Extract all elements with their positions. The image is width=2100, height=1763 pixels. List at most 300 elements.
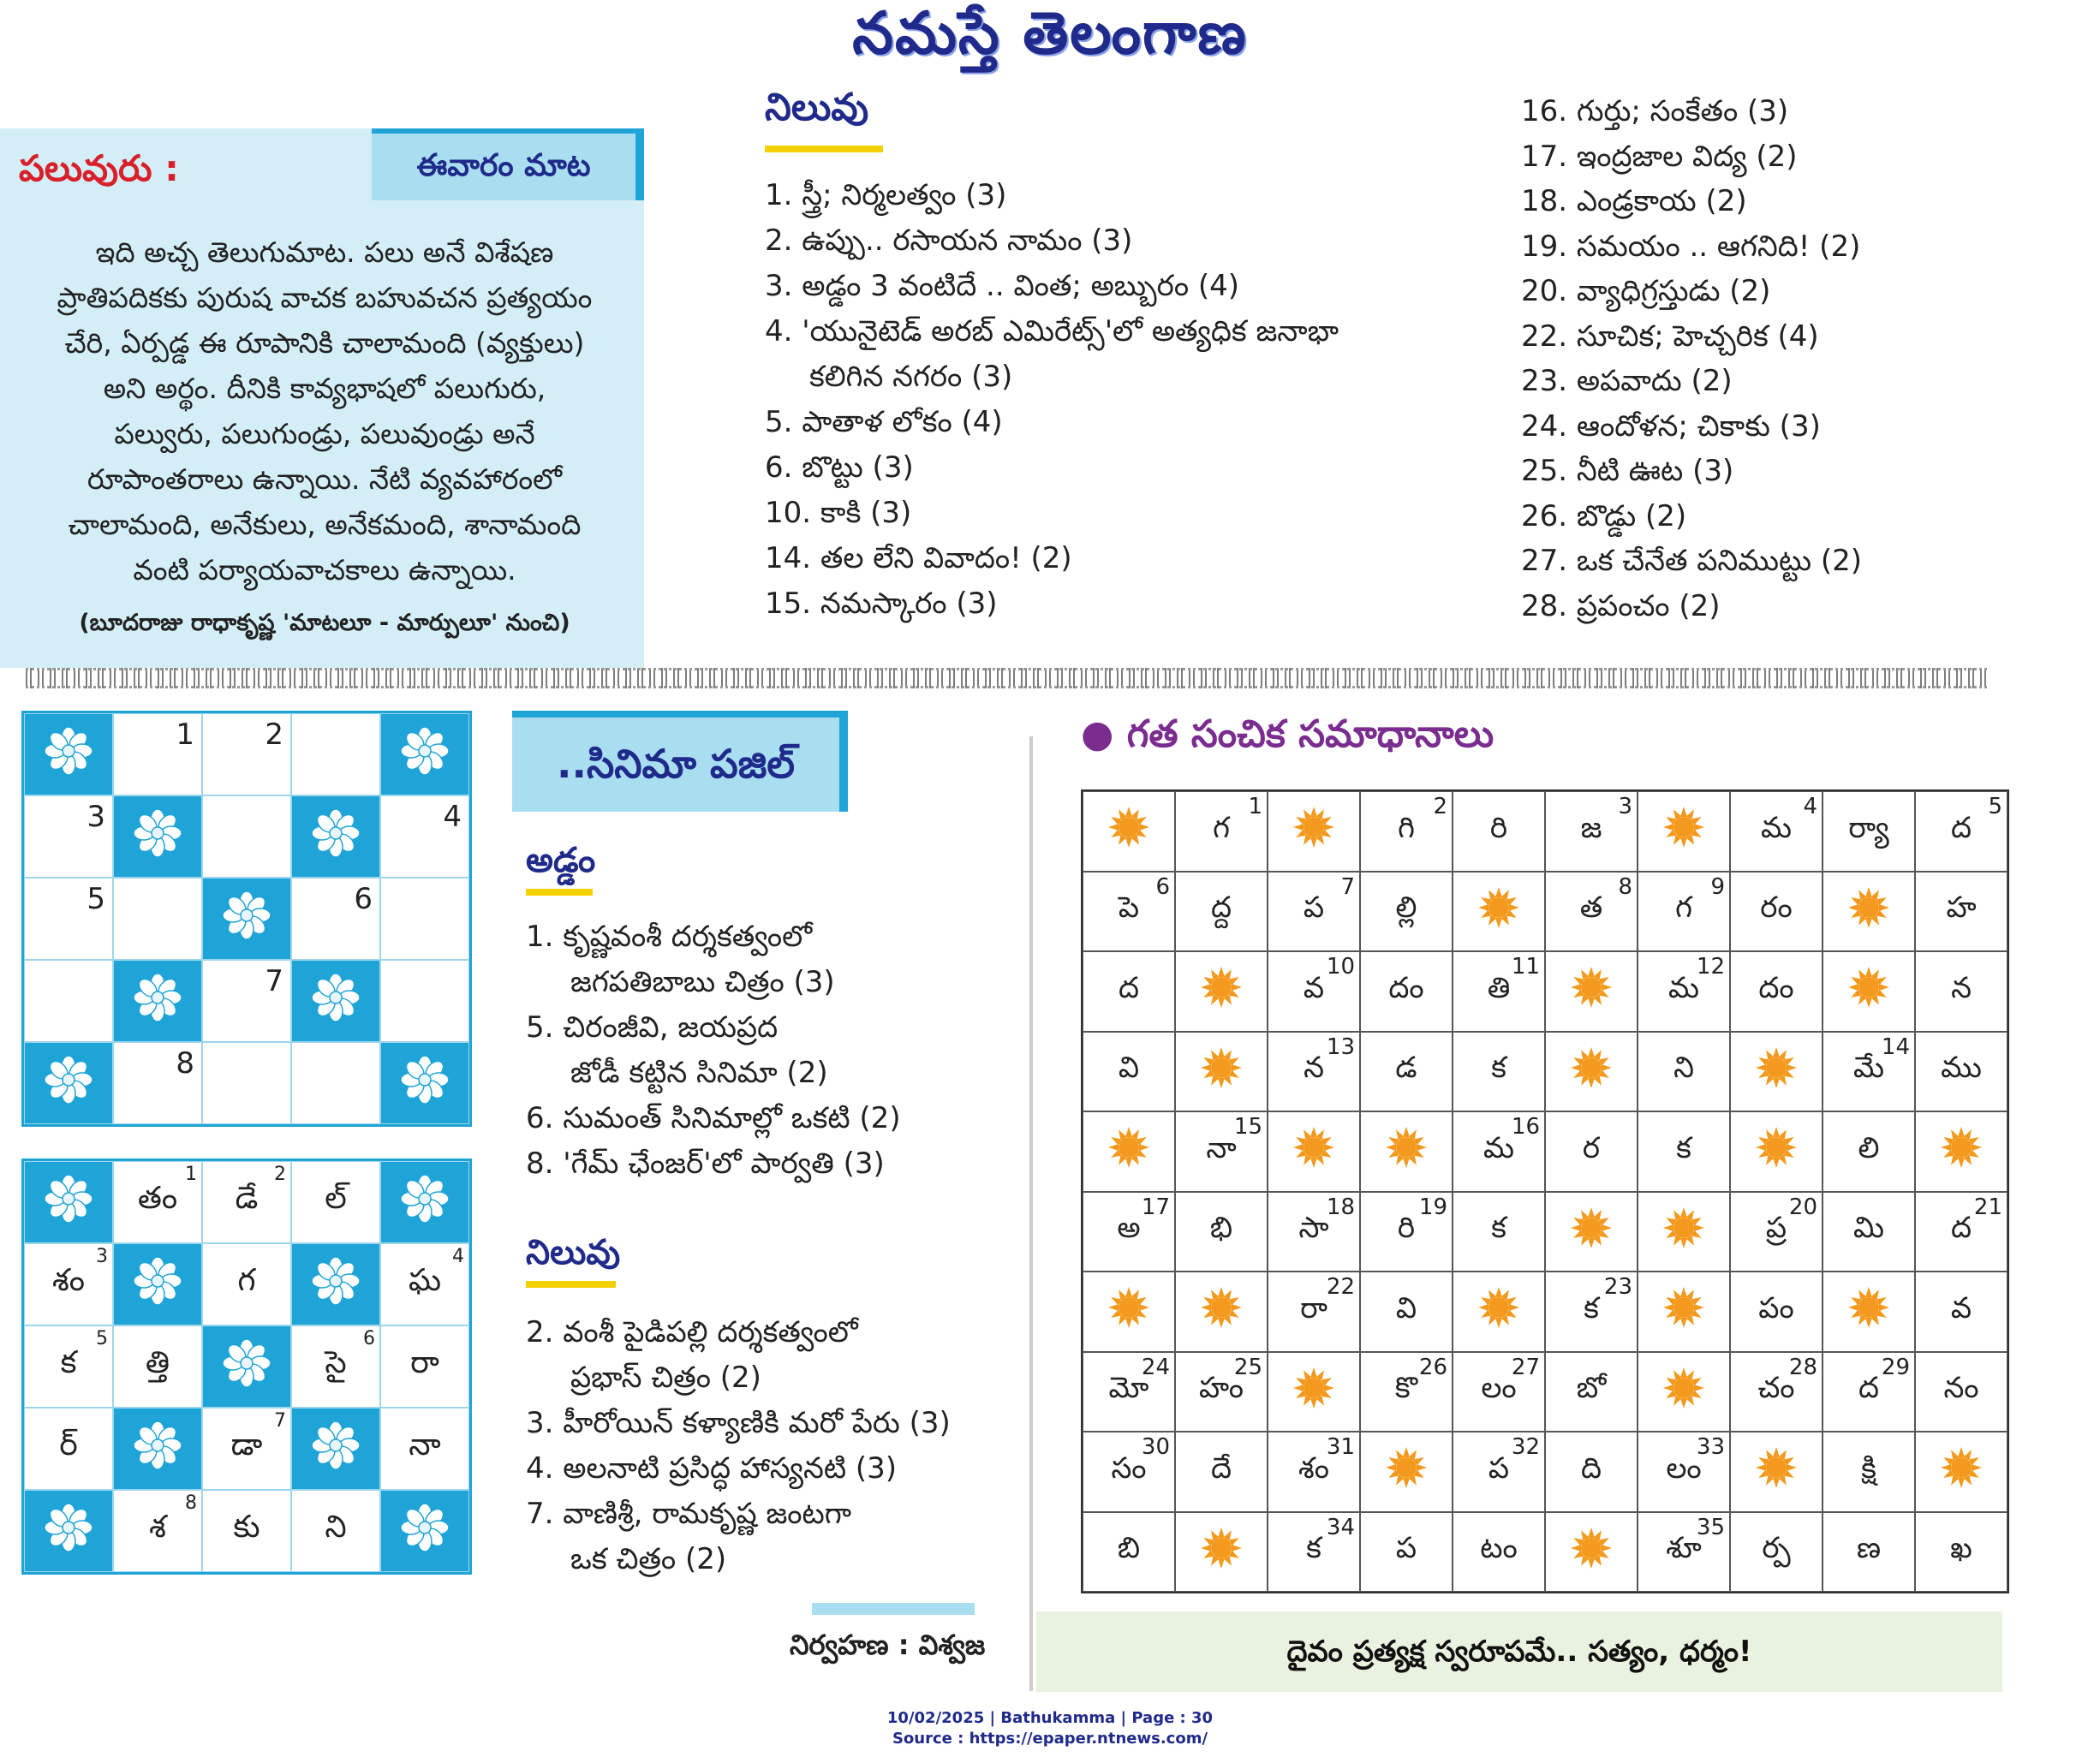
solution-cell (1083, 1032, 1175, 1112)
solution-letter: సం (1111, 1450, 1147, 1486)
answer-letter: ని (325, 1510, 347, 1545)
clue-line: 2. ఉప్పు.. రసాయన నామం (3) (765, 223, 1133, 258)
solution-cell (1915, 1032, 2008, 1112)
solution-cell (1823, 1192, 1915, 1272)
solution-letter: భి (1209, 1211, 1233, 1246)
solution-cell (1915, 1272, 2008, 1352)
solution-cell (1823, 1512, 1915, 1593)
solution-letter: గ (1213, 810, 1230, 845)
answer-cell (202, 1243, 291, 1325)
solution-cell (1268, 872, 1360, 952)
cell-number: 1 (185, 1164, 197, 1185)
solution-letter: ప్ర (1765, 1211, 1787, 1246)
solution-letter: మే (1853, 1051, 1884, 1086)
solution-cell (1083, 1432, 1175, 1512)
sun-icon (1199, 1526, 1244, 1578)
blocked-cell (291, 1243, 380, 1325)
solution-cell (1175, 1192, 1268, 1272)
cell-number: 7 (265, 964, 283, 998)
cell-number: 4 (1803, 794, 1817, 819)
cell-number: 6 (363, 1328, 375, 1349)
puzzle-cell (202, 960, 291, 1042)
section-divider (26, 668, 1987, 688)
solution-blocked-cell (1268, 791, 1360, 872)
clue-line: 3. అడ్డం 3 వంటిదే .. వింత; అబ్బురం (4) (765, 269, 1240, 303)
puzzle-cell (380, 878, 469, 960)
clue-line: 24. ఆందోళన; చికాకు (3) (1521, 408, 1821, 444)
flower-icon (132, 1255, 183, 1314)
solution-cell (1360, 872, 1453, 952)
cell-number: 32 (1511, 1434, 1540, 1460)
sun-icon (1199, 1045, 1244, 1098)
solution-blocked-cell (1823, 1272, 1915, 1352)
clue-line: 7. వాణిశ్రీ, రామకృష్ణ జంటగా (526, 1497, 852, 1531)
cell-number: 28 (1788, 1354, 1817, 1380)
solution-letter: మి (1853, 1211, 1884, 1246)
answer-letter: సై (325, 1345, 347, 1380)
solution-letter: ణ (1856, 1531, 1882, 1566)
flower-icon (43, 1173, 94, 1232)
solution-cell (1360, 1192, 1453, 1272)
solution-cell (1638, 1032, 1730, 1112)
word-box-line: ఇది అచ్చ తెలుగుమాట. పలు అనే విశేషణ (95, 235, 554, 269)
clue-line: 4. అలనాటి ప్రసిద్ధ హాస్యనటి (3) (526, 1451, 898, 1486)
solution-cell (1638, 951, 1730, 1032)
solution-blocked-cell (1083, 1272, 1175, 1352)
solution-blocked-cell (1545, 1512, 1638, 1593)
solution-letter: వ (1303, 970, 1325, 1005)
cell-number: 7 (274, 1410, 286, 1432)
puzzle-cell (380, 795, 469, 878)
clue-line: జగపతిబాబు చిత్రం (3) (570, 965, 835, 999)
word-box-line: ప్రాతిపదికకు పురుష వాచక బహువచన ప్రత్యయం (57, 281, 593, 314)
solution-letter: దం (1758, 970, 1794, 1005)
blocked-cell (202, 878, 291, 960)
solution-letter: వ (1950, 1290, 1972, 1325)
solution-letter: ద (1950, 810, 1972, 845)
cell-number: 35 (1696, 1514, 1725, 1540)
solution-letter: క్షి (1861, 1450, 1876, 1486)
solution-letter: రా (1300, 1290, 1327, 1325)
puzzle-cell (202, 795, 291, 878)
solution-blocked-cell (1915, 1432, 2008, 1512)
flower-icon (221, 1337, 272, 1397)
solution-letter: టం (1480, 1531, 1518, 1566)
clue-line: 10. కాకి (3) (765, 496, 912, 530)
flower-icon (310, 807, 361, 867)
cinema-answer-grid (21, 1158, 472, 1575)
puzzle-cell (202, 1042, 291, 1124)
solution-cell (1268, 1032, 1360, 1112)
cinema-puzzle-grid (21, 711, 472, 1127)
cell-number: 17 (1141, 1194, 1170, 1220)
word-box-line: వంటి పర్యాయవాచకాలు ఉన్నాయి. (133, 553, 516, 587)
solution-letter: పె (1118, 890, 1140, 926)
blocked-cell (113, 795, 202, 878)
puzzle-cell (24, 960, 113, 1042)
sun-icon (1846, 965, 1891, 1017)
sun-icon (1754, 1045, 1799, 1098)
flower-icon (399, 725, 450, 784)
solution-cell (1915, 1352, 2008, 1432)
clue-line: 2. వంశీ పైడిపల్లి దర్శకత్వంలో (526, 1315, 858, 1349)
word-box-tag: ఈవారం మాట (372, 128, 644, 200)
solution-letter: హ (1946, 890, 1977, 926)
solution-letter: మ (1483, 1130, 1514, 1165)
solution-blocked-cell (1638, 1192, 1730, 1272)
answer-cell (380, 1325, 469, 1408)
sun-icon (1939, 1125, 1984, 1177)
solution-cell (1545, 791, 1638, 872)
solution-cell (1915, 872, 2008, 952)
sun-icon (1846, 1285, 1891, 1337)
cell-number: 19 (1418, 1194, 1447, 1220)
blocked-cell (291, 795, 380, 878)
sun-icon (1569, 1206, 1614, 1258)
solution-letter: హం (1199, 1371, 1244, 1406)
solution-letter: వి (1395, 1290, 1417, 1325)
solution-blocked-cell (1175, 1512, 1268, 1593)
flower-icon (221, 890, 272, 949)
cell-number: 3 (87, 800, 105, 834)
main-down-col2 (1521, 89, 1862, 628)
flower-icon (132, 807, 183, 867)
solution-cell (1453, 1192, 1545, 1272)
answer-cell (24, 1325, 113, 1408)
clue-line: 8. 'గేమ్ ఛేంజర్'లో పార్వతి (3) (526, 1147, 885, 1181)
solution-cell (1268, 1432, 1360, 1512)
solution-cell (1175, 791, 1268, 872)
solution-cell (1915, 1192, 2008, 1272)
sun-icon (1754, 1445, 1799, 1498)
cell-number: 9 (1710, 873, 1725, 900)
word-box-title: పలువురు : (19, 147, 179, 189)
solution-cell (1545, 1432, 1638, 1512)
solution-letter: జ (1580, 810, 1602, 845)
flower-icon (43, 1054, 94, 1113)
solution-cell (1545, 872, 1638, 952)
clue-line: 6. బొట్టు (3) (765, 450, 914, 485)
solution-letter: క (1306, 1531, 1321, 1566)
puzzle-cell (113, 713, 202, 795)
solution-cell (1268, 1512, 1360, 1593)
solution-cell (1823, 1032, 1915, 1112)
solution-cell (1638, 1432, 1730, 1512)
answer-cell (24, 1243, 113, 1325)
solution-letter: అ (1117, 1211, 1141, 1246)
cell-number: 26 (1418, 1354, 1447, 1380)
solution-cell (1360, 1272, 1453, 1352)
blocked-cell (113, 960, 202, 1042)
sun-icon (1292, 1125, 1336, 1177)
clue-line: 19. సమయం .. ఆగనిది! (2) (1521, 229, 1861, 264)
solution-blocked-cell (1268, 1111, 1360, 1192)
cinema-down-clues (526, 1310, 951, 1582)
solution-cell (1453, 951, 1545, 1032)
organizer-bar (812, 1603, 975, 1615)
cell-number: 8 (1618, 873, 1632, 900)
cell-number: 34 (1326, 1514, 1355, 1540)
solution-blocked-cell (1638, 791, 1730, 872)
answer-letter: నా (409, 1427, 441, 1462)
clue-line: 6. సుమంత్ సినిమాల్లో ఒకటి (2) (526, 1101, 901, 1135)
solution-letter: ప (1488, 1450, 1510, 1486)
solution-letter: గి (1398, 810, 1415, 845)
word-box-line: అని అర్థం. దీనికి కావ్యభాషలో పలుగురు, (103, 372, 546, 405)
answer-letter: తం (137, 1181, 178, 1216)
solution-cell (1730, 951, 1823, 1032)
answer-cell (202, 1490, 291, 1572)
solution-letter: సా (1298, 1211, 1329, 1246)
word-box-body (21, 229, 629, 593)
solution-blocked-cell (1360, 1111, 1453, 1192)
solution-letter: ప (1303, 890, 1325, 926)
clue-line: 20. వ్యాధిగ్రస్తుడు (2) (1521, 274, 1771, 308)
answer-cell (113, 1161, 202, 1243)
solution-blocked-cell (1730, 1432, 1823, 1512)
blocked-cell (24, 1042, 113, 1124)
blocked-cell (113, 1408, 202, 1490)
cell-number: 8 (185, 1492, 197, 1514)
solution-letter: ద్ద (1210, 890, 1232, 926)
puzzle-cell (113, 878, 202, 960)
sun-icon (1662, 1366, 1706, 1418)
cell-number: 2 (1433, 794, 1447, 819)
solution-cell (1730, 1192, 1823, 1272)
cell-number: 2 (265, 718, 283, 752)
clue-line: ప్రభాస్ చిత్రం (2) (570, 1361, 761, 1395)
solution-blocked-cell (1175, 1272, 1268, 1352)
cinema-down-heading: నిలువు (526, 1233, 621, 1272)
blocked-cell (291, 1408, 380, 1490)
solution-cell (1453, 1352, 1545, 1432)
solutions-title: ● గత సంచిక సమాధానాలు (1081, 712, 1494, 756)
clue-line: 25. నీటి ఊట (3) (1521, 454, 1734, 488)
cell-number: 11 (1511, 954, 1540, 980)
solution-blocked-cell (1545, 1192, 1638, 1272)
solution-cell (1268, 951, 1360, 1032)
footer-date-line: 10/02/2025 | Bathukamma | Page : 30 (886, 1709, 1214, 1727)
word-box-line: రూపాంతరాలు ఉన్నాయి. నేటి వ్యవహారంలో (87, 462, 563, 496)
solution-cell (1268, 1272, 1360, 1352)
sun-icon (1846, 885, 1891, 938)
word-box-credit: (బూదరాజు రాధాకృష్ణ 'మాటలూ - మార్పులూ' నుంచి) (79, 610, 570, 636)
solution-cell (1545, 1111, 1638, 1192)
solution-letter: ది (1580, 1450, 1602, 1486)
solution-letter: కొ (1394, 1371, 1418, 1406)
solution-letter: ర్యా (1848, 810, 1889, 845)
flower-icon (399, 1173, 450, 1232)
solution-letter: చం (1757, 1371, 1795, 1406)
cinema-puzzle-tag: ..సినిమా పజిల్ (512, 711, 848, 812)
flower-icon (310, 972, 361, 1031)
solution-letter: ఖ (1950, 1531, 1972, 1566)
blocked-cell (24, 713, 113, 795)
solution-cell (1453, 1032, 1545, 1112)
solution-letter: బో (1576, 1371, 1607, 1406)
puzzle-cell (291, 1042, 380, 1124)
cell-number: 2 (274, 1164, 286, 1185)
sun-icon (1569, 965, 1614, 1017)
cell-number: 20 (1788, 1194, 1817, 1220)
blocked-cell (113, 1243, 202, 1325)
solution-cell (1915, 1512, 2008, 1593)
sun-icon (1662, 1285, 1706, 1337)
solution-cell (1730, 872, 1823, 952)
clue-line: కలిగిన నగరం (3) (809, 360, 1013, 394)
solution-cell (1915, 951, 2008, 1032)
clue-line: 5. పాతాళ లోకం (4) (765, 405, 1003, 439)
flower-icon (399, 1054, 450, 1113)
puzzle-cell (291, 878, 380, 960)
blocked-cell (202, 1325, 291, 1408)
solution-blocked-cell (1730, 1032, 1823, 1112)
solution-letter: క (1491, 1051, 1506, 1086)
main-down-heading: నిలువు (765, 86, 869, 129)
cell-number: 22 (1326, 1274, 1355, 1300)
cell-number: 4 (443, 800, 462, 834)
solution-cell (1453, 1512, 1545, 1593)
cell-number: 1 (176, 718, 194, 752)
word-box-line: చేరి, ఏర్పడ్డ ఈ రూపానికి చాలామంది (వ్యక్తులు) (64, 326, 585, 360)
main-down-col1 (765, 173, 1339, 627)
solution-cell (1638, 872, 1730, 952)
solution-blocked-cell (1453, 1272, 1545, 1352)
solution-blocked-cell (1823, 951, 1915, 1032)
solution-cell (1360, 1352, 1453, 1432)
sun-icon (1107, 1285, 1151, 1337)
flower-icon (310, 1420, 361, 1479)
solution-cell (1823, 791, 1915, 872)
cell-number: 24 (1141, 1354, 1170, 1380)
solution-cell (1453, 1111, 1545, 1192)
solution-cell (1360, 1512, 1453, 1593)
clue-line: 23. అపవాదు (2) (1521, 364, 1733, 398)
cell-number: 30 (1141, 1434, 1170, 1460)
across-underline (526, 889, 593, 896)
clue-line: 3. హీరోయిన్ కళ్యాణికి మరో పేరు (3) (526, 1406, 951, 1440)
cell-number: 14 (1881, 1033, 1910, 1060)
cell-number: 3 (1618, 794, 1632, 819)
clue-line: 15. నమస్కారం (3) (765, 587, 998, 621)
solution-letter: డ (1395, 1051, 1417, 1086)
solution-letter: నం (1943, 1371, 1979, 1406)
solution-cell (1730, 1272, 1823, 1352)
answer-letter: క (60, 1345, 77, 1380)
solution-letter: న (1951, 970, 1972, 1005)
solution-letter: లి (1858, 1130, 1880, 1165)
clue-line: 18. ఎండ్రకాయ (2) (1521, 184, 1747, 218)
clue-line: 22. సూచిక; హెచ్చరిక (4) (1521, 319, 1819, 354)
solution-letter: క (1491, 1211, 1506, 1246)
answer-letter: డా (230, 1427, 263, 1462)
solution-blocked-cell (1545, 1032, 1638, 1112)
solution-cell (1638, 1512, 1730, 1593)
cell-number: 29 (1881, 1354, 1910, 1380)
cell-number: 15 (1233, 1114, 1262, 1140)
solution-letter: మ (1668, 970, 1699, 1005)
solution-letter: తి (1487, 970, 1511, 1005)
sun-icon (1662, 1206, 1706, 1258)
cell-number: 33 (1696, 1434, 1725, 1460)
solution-letter: ద (1858, 1371, 1879, 1406)
cell-number: 10 (1326, 954, 1355, 980)
puzzle-cell (291, 713, 380, 795)
solution-cell (1360, 791, 1453, 872)
puzzle-cell (380, 960, 469, 1042)
flower-icon (399, 1502, 450, 1561)
solution-cell (1175, 872, 1268, 952)
sun-icon (1754, 1125, 1799, 1177)
answer-letter: ఘ (408, 1263, 442, 1298)
solution-letter: ని (1673, 1051, 1694, 1086)
puzzle-cell (202, 713, 291, 795)
puzzle-cell (24, 795, 113, 878)
solution-blocked-cell (1083, 1111, 1175, 1192)
cell-number: 5 (96, 1328, 108, 1349)
puzzle-cell (113, 1042, 202, 1124)
answer-cell (24, 1408, 113, 1490)
clue-line: 27. ఒక చేనేత పనిముట్టు (2) (1521, 544, 1863, 578)
blocked-cell (380, 1490, 469, 1572)
solution-letter: రి (1489, 810, 1508, 845)
sun-icon (1939, 1445, 1984, 1498)
sun-icon (1292, 805, 1336, 857)
word-box-line: చాలామంది, అనేకులు, అనేకమంది, శానామంది (68, 508, 582, 541)
solution-letter: పం (1758, 1290, 1794, 1325)
clue-line: 1. స్త్రీ; నిర్మలత్వం (3) (765, 178, 1007, 212)
solution-cell (1083, 951, 1175, 1032)
solution-letter: శం (1298, 1450, 1329, 1486)
cell-number: 25 (1233, 1354, 1262, 1380)
word-box-line: పల్వురు, పలుగుండ్రు, పలువుండ్రు అనే (114, 417, 535, 450)
sun-icon (1477, 885, 1521, 938)
clue-line: ఒక చిత్రం (2) (570, 1542, 727, 1576)
solution-letter: ల్లి (1395, 890, 1417, 926)
clue-line: 14. తల లేని వివాదం! (2) (765, 541, 1072, 575)
clue-line: 26. బొడ్డు (2) (1521, 498, 1687, 533)
solution-letter: బి (1117, 1531, 1141, 1566)
answer-cell (291, 1161, 380, 1243)
solution-blocked-cell (1360, 1432, 1453, 1512)
solution-letter: త (1579, 890, 1603, 926)
solution-cell (1730, 1352, 1823, 1432)
answer-letter: డే (235, 1181, 259, 1216)
solution-cell (1083, 1512, 1175, 1593)
flower-icon (43, 1502, 94, 1561)
flower-icon (310, 1255, 361, 1314)
cell-number: 31 (1326, 1434, 1355, 1460)
cell-number: 5 (87, 882, 105, 916)
solutions-grid (1081, 789, 2009, 1593)
solution-blocked-cell (1730, 1111, 1823, 1192)
cell-number: 16 (1511, 1114, 1540, 1140)
solution-letter: ప (1395, 1531, 1417, 1566)
solution-letter: గ (1675, 890, 1692, 926)
solution-cell (1730, 791, 1823, 872)
blocked-cell (291, 960, 380, 1042)
answer-letter: కు (233, 1510, 260, 1545)
answer-letter: ర్ (59, 1427, 78, 1462)
solution-cell (1823, 1432, 1915, 1512)
answer-cell (380, 1243, 469, 1325)
solution-cell (1823, 1111, 1915, 1192)
sun-icon (1662, 805, 1706, 857)
cell-number: 6 (354, 882, 373, 916)
solution-blocked-cell (1453, 872, 1545, 952)
blocked-cell (380, 713, 469, 795)
cell-number: 6 (1155, 873, 1170, 900)
